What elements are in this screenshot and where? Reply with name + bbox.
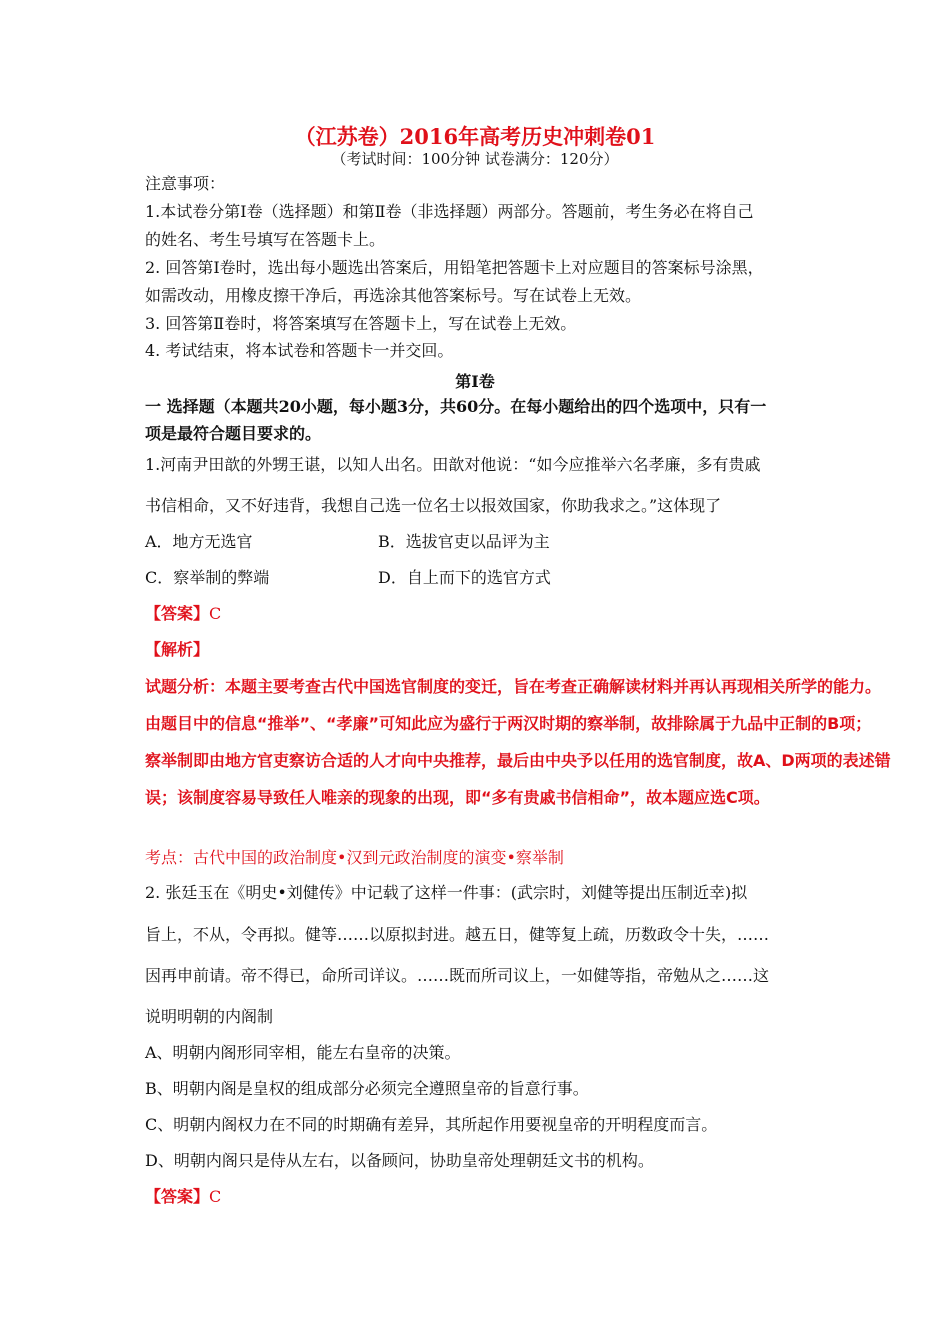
exam-info: （考试时间：100分钟 试卷满分：120分） <box>331 150 619 168</box>
q1-stem-line-1: 1.河南尹田歆的外甥王谌，以知人出名。田歆对他说：“如今应推举六名孝廉，多有贵戚 <box>145 455 761 474</box>
q2-answer <box>145 1187 221 1207</box>
q2-stem-line-3: 因再申前请。帝不得已，命所司详议。……既而所司议上，一如健等指，帝勉从之……这 <box>145 966 770 985</box>
section-title: 第Ⅰ卷 <box>455 372 495 391</box>
q1-option-b: B．选拔官吏以品评为主 <box>378 532 550 551</box>
q2-option-d: D、明朝内阁只是侍从左右，以备顾问，协助皇帝处理朝廷文书的机构。 <box>145 1151 654 1170</box>
section-intro-line-1: 一 选择题（本题共20小题，每小题3分，共60分。在每小题给出的四个选项中，只有一 <box>145 397 767 416</box>
q1-answer-label: 【答案】 <box>145 604 210 623</box>
q1-option-d: D．自上而下的选官方式 <box>378 568 551 587</box>
q1-analysis-line-4: 误；该制度容易导致任人唯亲的现象的出现，即“多有贵戚书信相命”，故本题应选C项。 <box>145 788 770 807</box>
q2-stem-line-1: 2. 张廷玉在《明史•刘健传》中记载了这样一件事：(武宗时，刘健等提出压制近幸)拟 <box>145 883 748 902</box>
q1-option-a: A．地方无选官 <box>145 532 253 551</box>
notice-item-2-line-1: 2. 回答第Ⅰ卷时，选出每小题选出答案后，用铅笔把答题卡上对应题目的答案标号涂黑， <box>145 258 764 277</box>
notice-item-2-line-2: 如需改动，用橡皮擦干净后，再选涂其他答案标号。写在试卷上无效。 <box>145 286 642 305</box>
q1-analysis-line-1: 试题分析：本题主要考查古代中国选官制度的变迁，旨在考查正确解读材料并再认再现相关所学的能力。 <box>145 677 882 696</box>
q2-option-b: B、明朝内阁是皇权的组成部分必须完全遵照皇帝的旨意行事。 <box>145 1079 589 1098</box>
q1-answer <box>145 604 221 624</box>
q2-option-a: A、明朝内阁形同宰相，能左右皇帝的决策。 <box>145 1043 461 1062</box>
q2-stem-line-4: 说明明朝的内阁制 <box>145 1007 274 1026</box>
notice-item-4: 4. 考试结束，将本试卷和答题卡一并交回。 <box>145 341 454 360</box>
q2-option-c: C、明朝内阁权力在不同的时期确有差异，其所起作用要视皇帝的开明程度而言。 <box>145 1115 718 1134</box>
q1-analysis-label: 【解析】 <box>145 640 210 659</box>
section-intro-line-2: 项是最符合题目要求的。 <box>145 424 322 443</box>
q2-answer-value: C <box>209 1187 222 1206</box>
notice-item-1-line-2: 的姓名、考生号填写在答题卡上。 <box>145 230 386 249</box>
q1-stem-line-2: 书信相命，又不好违背，我想自己选一位名士以报效国家，你助我求之。”这体现了 <box>145 496 722 515</box>
q1-analysis-line-3: 察举制即由地方官吏察访合适的人才向中央推荐，最后由中央予以任用的选官制度，故A、D两项的表述错 <box>145 751 891 770</box>
document-title: （江苏卷）2016年高考历史冲刺卷01 <box>294 124 656 149</box>
q1-answer-value: C <box>209 604 222 623</box>
notice-item-3: 3. 回答第Ⅱ卷时，将答案填写在答题卡上，写在试卷上无效。 <box>145 314 577 333</box>
q1-kaodian: 考点：古代中国的政治制度•汉到元政治制度的演变•察举制 <box>145 848 564 867</box>
q1-option-c: C．察举制的弊端 <box>145 568 270 587</box>
q1-analysis-line-2: 由题目中的信息“推举”、“孝廉”可知此应为盛行于两汉时期的察举制，故排除属于九品中正制的B项； <box>145 714 872 733</box>
notice-heading: 注意事项： <box>145 174 226 193</box>
q2-answer-label: 【答案】 <box>145 1187 210 1206</box>
notice-item-1-line-1: 1.本试卷分第Ⅰ卷（选择题）和第Ⅱ卷（非选择题）两部分。答题前，考生务必在将自己 <box>145 202 754 221</box>
q2-stem-line-2: 旨上，不从，令再拟。健等……以原拟封进。越五日，健等复上疏，历数政令十失，…… <box>145 925 770 944</box>
